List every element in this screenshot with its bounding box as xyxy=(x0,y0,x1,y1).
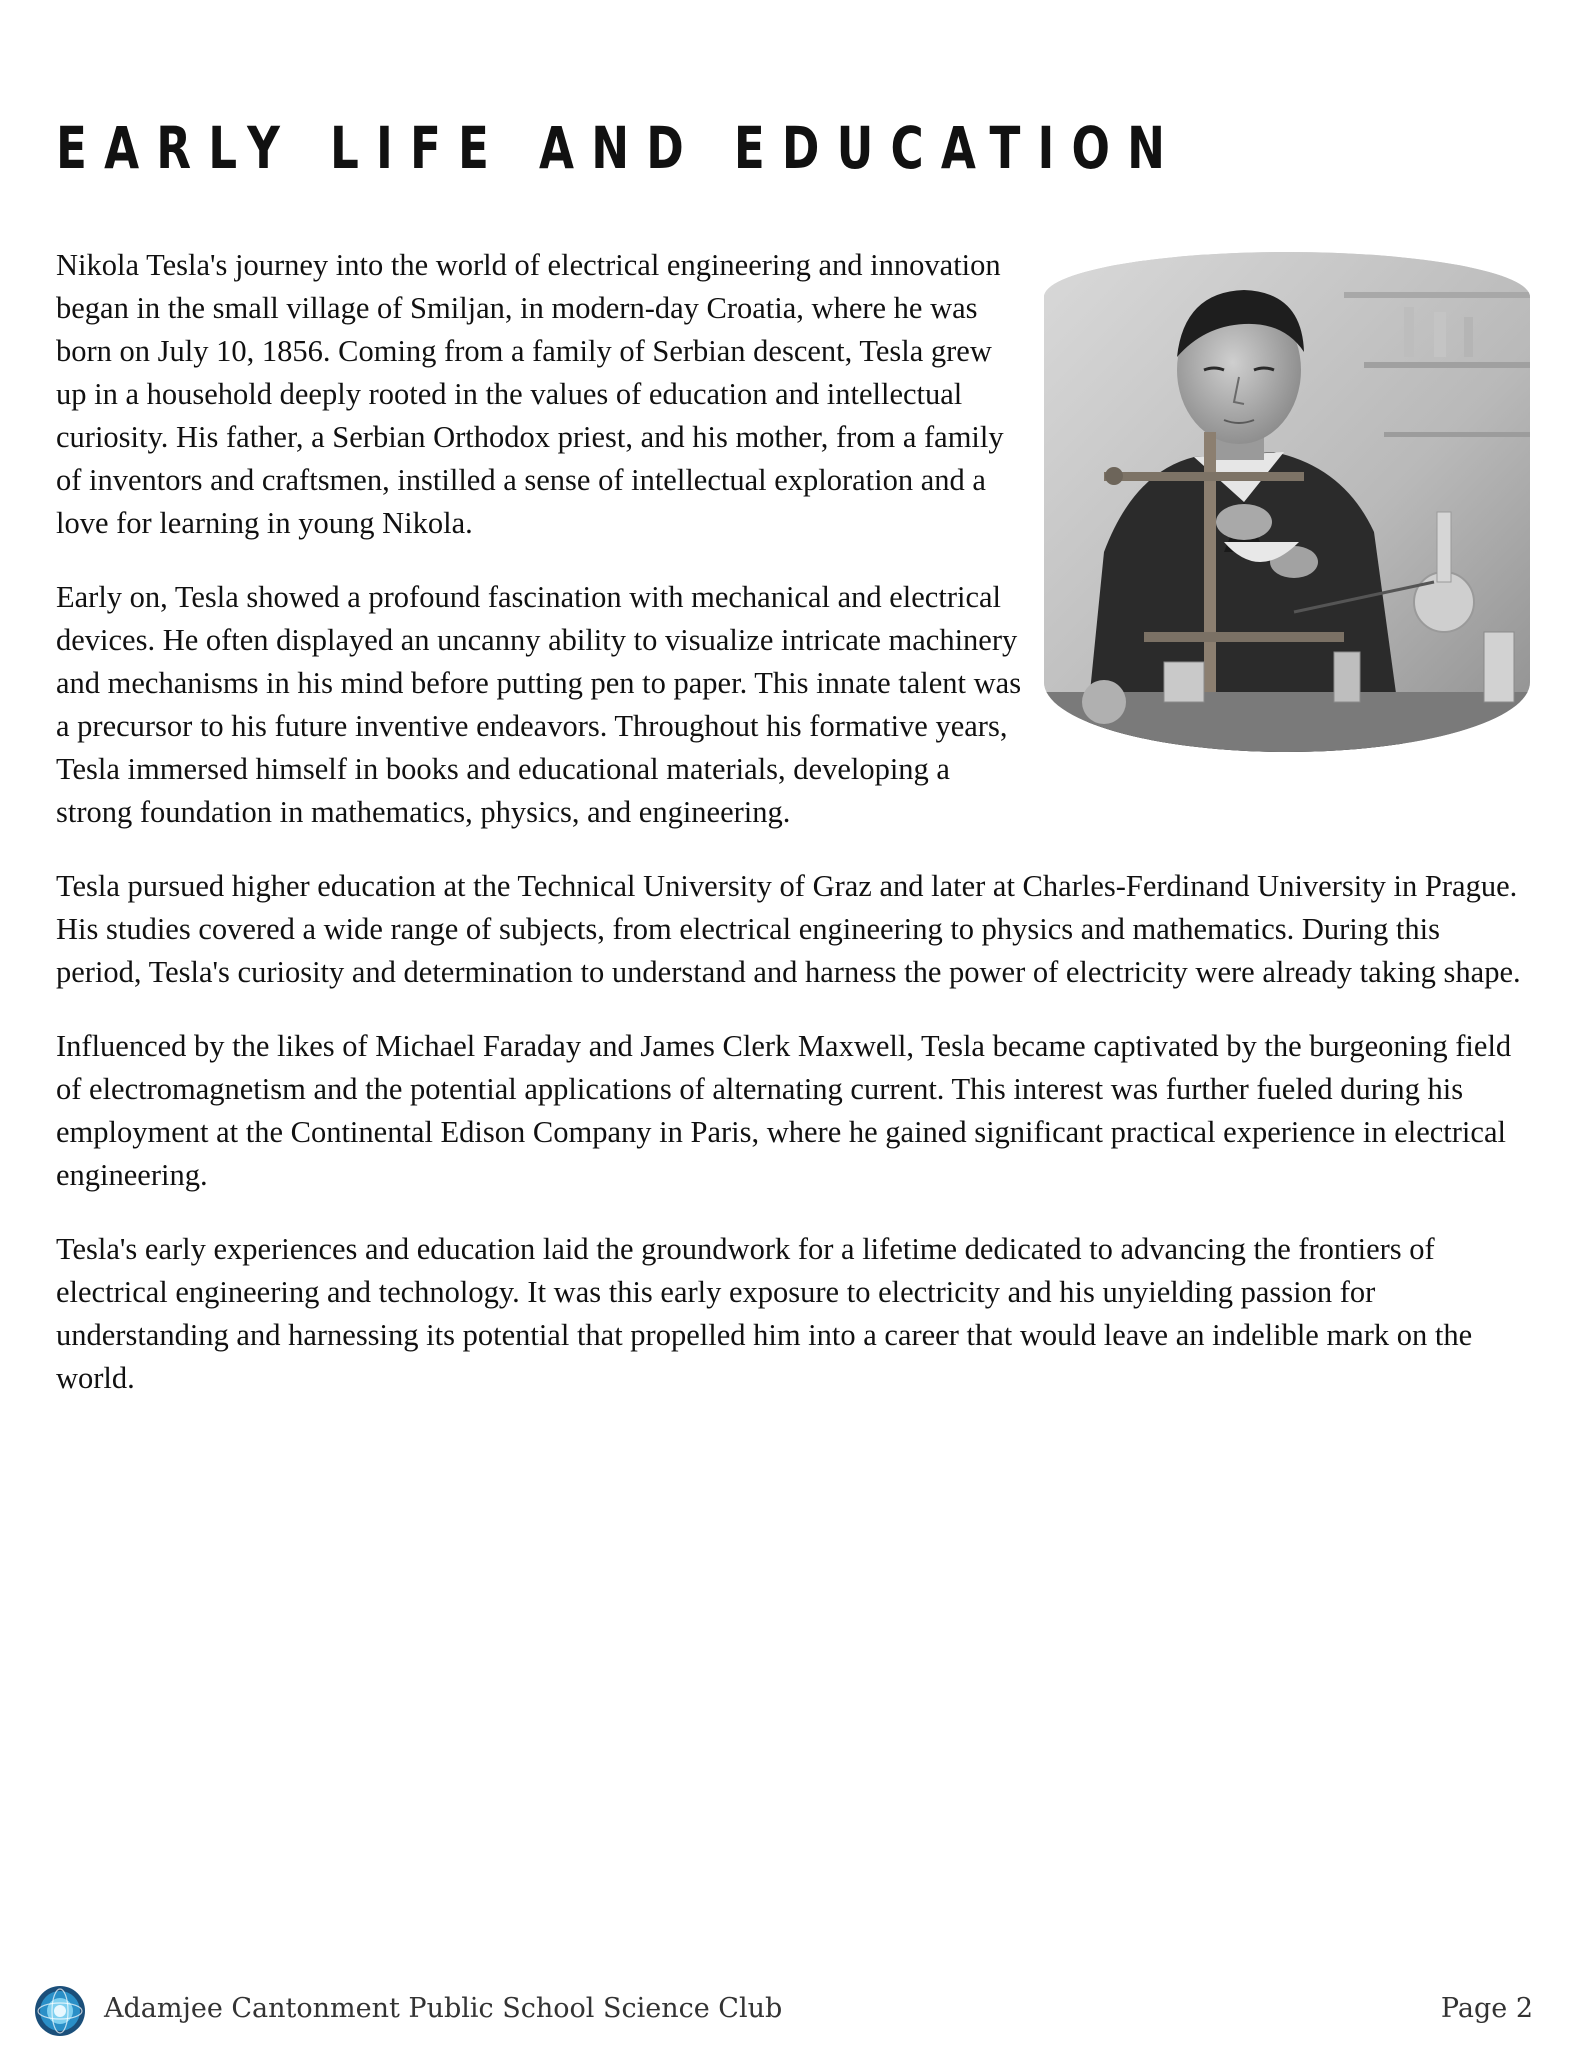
photo-illustration xyxy=(1044,252,1530,752)
paragraph: Early on, Tesla showed a profound fascination with mechanical and electrical devices. He often displayed an uncanny ability to visualize intricate machinery and mechanisms in his mind before putting pen to paper. This innate talent was a precursor to his future inventive endeavors. Throughout his formative years, Tesla immersed himself in books and educational materials, developing a strong foundation in mathematics, physics, and engineering. xyxy=(56,580,1022,829)
page-number: Page 2 xyxy=(1440,1993,1533,2024)
page-footer xyxy=(0,1985,1583,2035)
young-tesla-photo xyxy=(1044,252,1530,752)
footer-organization-name: Adamjee Cantonment Public School Science Club xyxy=(104,1993,783,2024)
article-body xyxy=(56,244,1530,1431)
paragraph: Tesla pursued higher education at the Technical University of Graz and later at Charles-Ferdinand University in Prague. His studies covered a wide range of subjects, from electrical engineering to physics and mathematics. During this period, Tesla's curiosity and determination to understand and harness the power of electricity were already taking shape. xyxy=(56,869,1521,989)
paragraph: Influenced by the likes of Michael Faraday and James Clerk Maxwell, Tesla became captivated by the burgeoning field of electromagnetism and the potential applications of alternating current. This interest was further fueled during his employment at the Continental Edison Company in Paris, where he gained significant practical experience in electrical engineering. xyxy=(56,1029,1512,1192)
paragraph: Tesla's early experiences and education laid the groundwork for a lifetime dedicated to advancing the frontiers of electrical engineering and technology. It was this early exposure to electricity and his unyielding passion for understanding and harnessing its potential that propelled him into a career that would leave an indelible mark on the world. xyxy=(56,1232,1473,1395)
paragraph: Nikola Tesla's journey into the world of electrical engineering and innovation began in the small village of Smiljan, in modern-day Croatia, where he was born on July 10, 1856. Coming from a family of Serbian descent, Tesla grew up in a household deeply rooted in the values of education and intellectual curiosity. His father, a Serbian Orthodox priest, and his mother, from a family of inventors and craftsmen, instilled a sense of intellectual exploration and a love for learning in young Nikola. xyxy=(56,248,1004,540)
page-title: EARLY LIFE AND EDUCATION xyxy=(56,114,1183,182)
science-club-logo-icon xyxy=(34,1985,86,2037)
